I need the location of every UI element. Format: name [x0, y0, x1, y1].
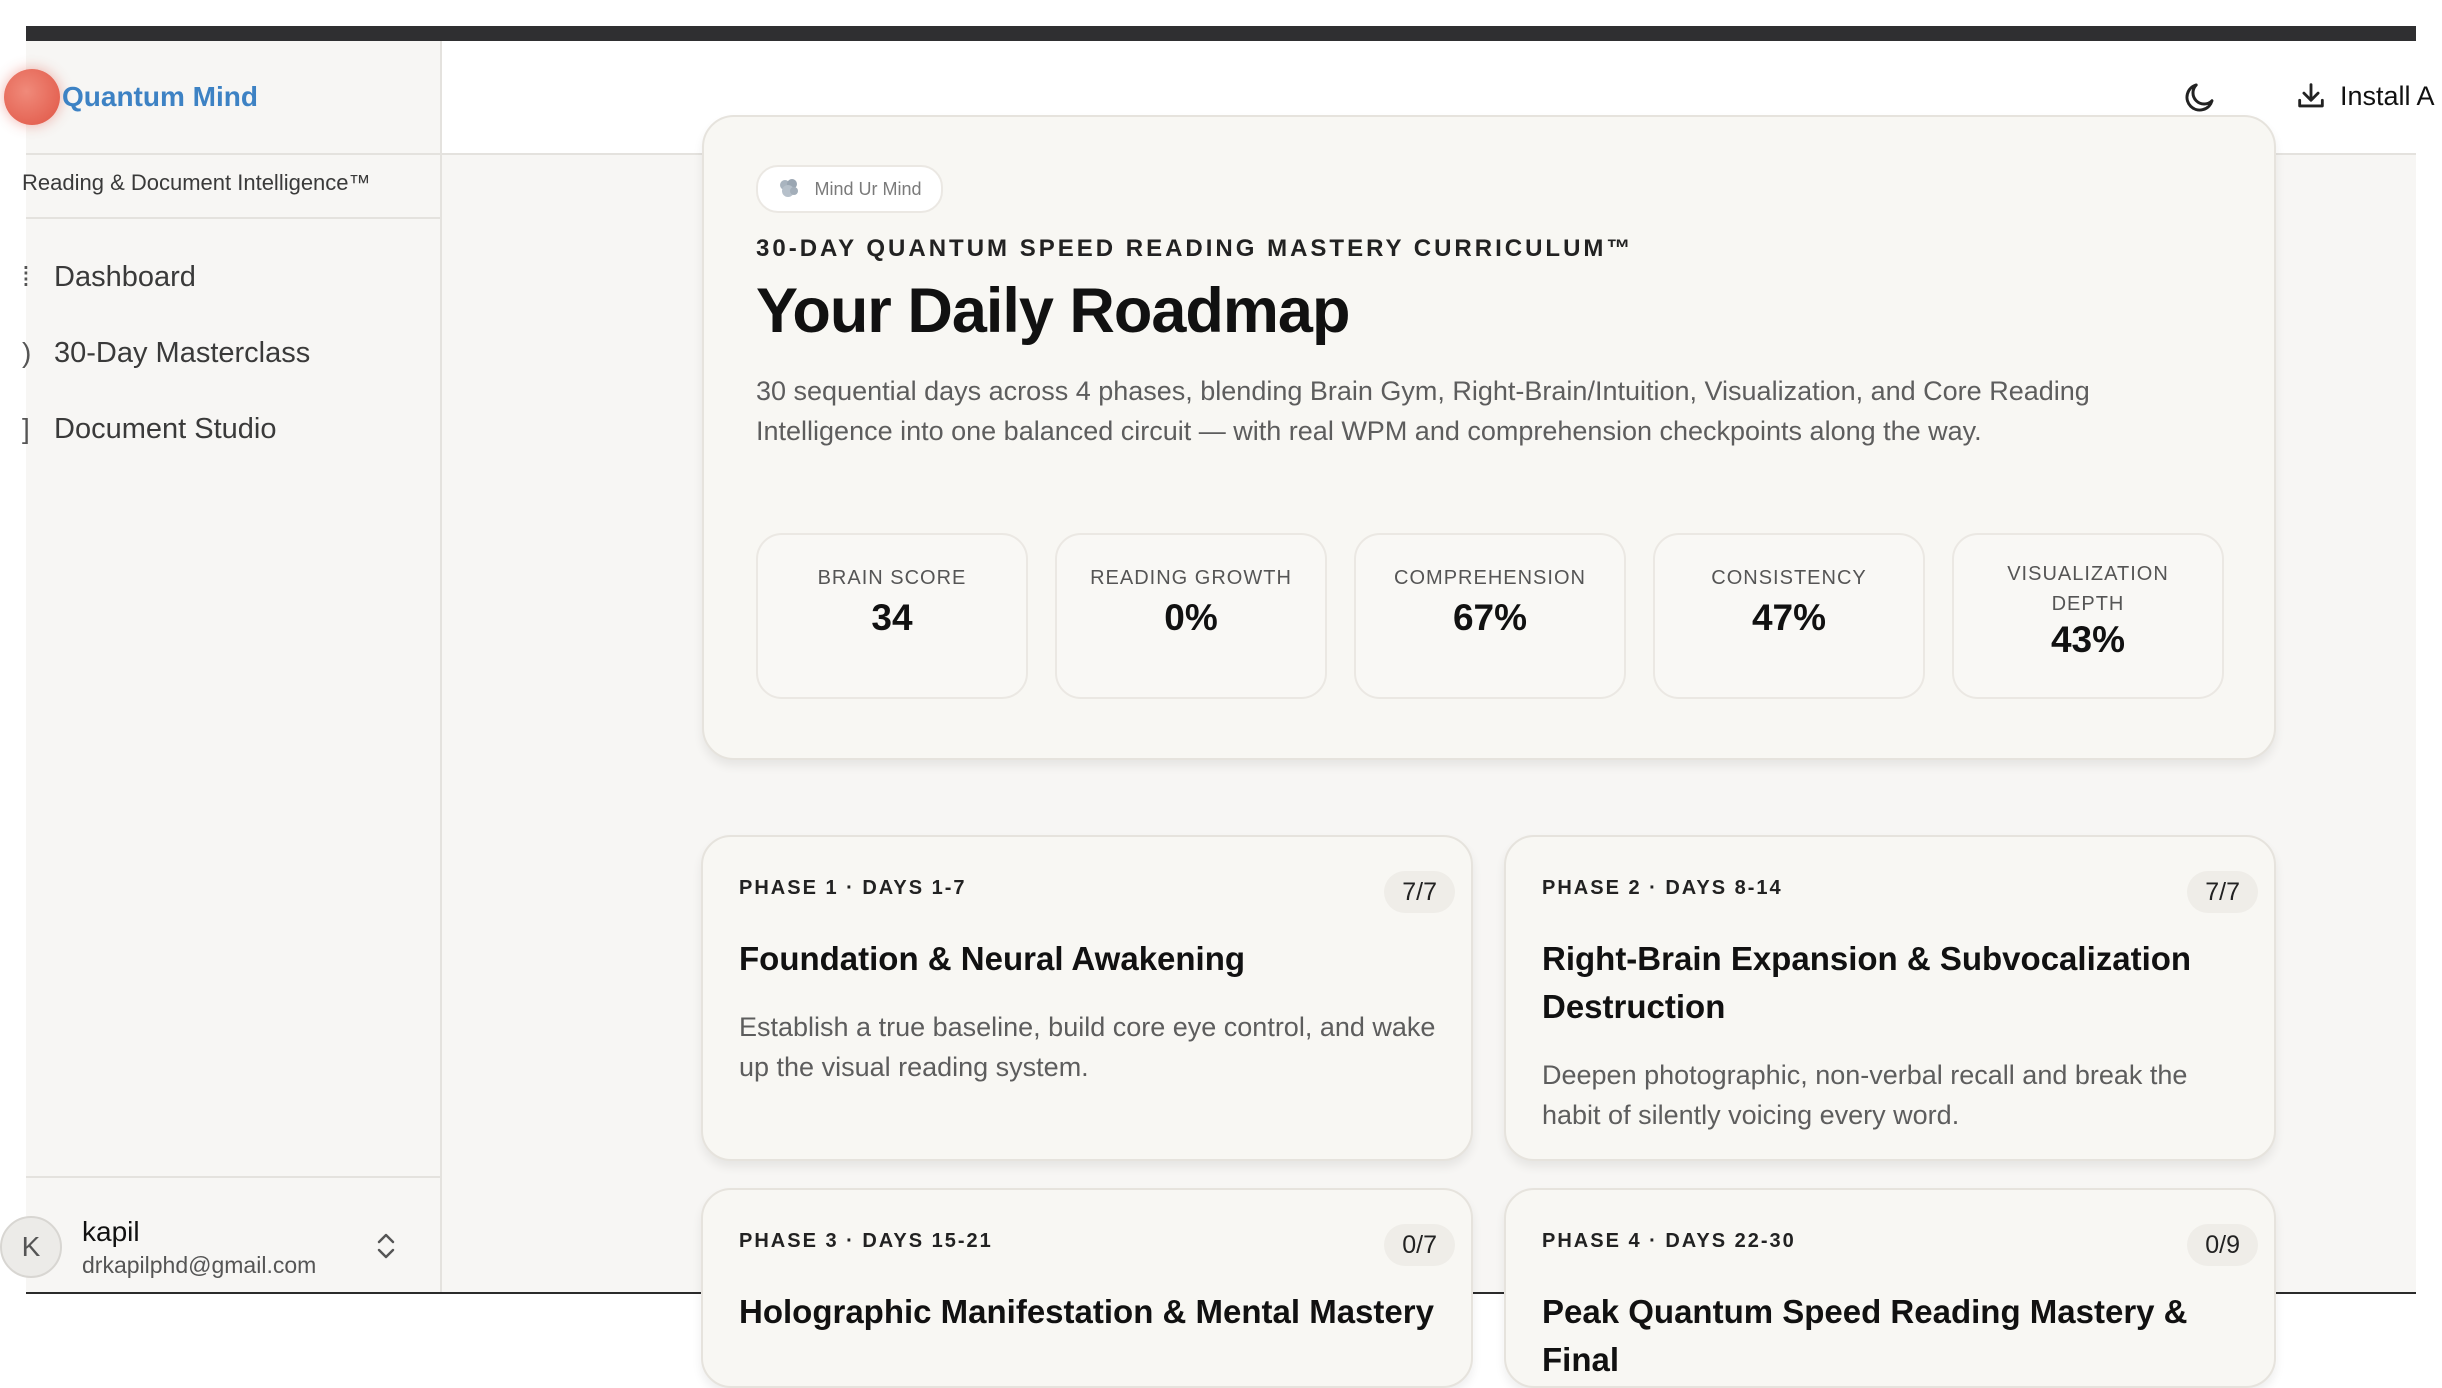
phase-tag: PHASE 3 · DAYS 15-21: [739, 1230, 993, 1252]
phase-card-1[interactable]: [701, 835, 1473, 1161]
stat-value: 34: [871, 597, 913, 638]
sidebar-item-masterclass[interactable]: [22, 317, 440, 393]
stat-reading-growth: [1055, 533, 1327, 699]
brand-chip: [756, 165, 943, 213]
stat-value: 47%: [1751, 597, 1827, 638]
phase-title: Holographic Manifestation & Mental Mastery: [739, 1293, 1434, 1330]
sidebar-item-dashboard[interactable]: [22, 241, 440, 317]
phase-description: Deepen photographic, non-verbal recall and break the habit of silently voicing every word.: [1542, 1060, 2188, 1130]
stat-brain-score: [756, 533, 1028, 699]
sidebar-item-label: 30-Day Masterclass: [54, 337, 311, 369]
brand-logo-icon: [4, 69, 60, 125]
circle-icon: ): [22, 337, 32, 368]
chevron-up-down-icon: [374, 1230, 398, 1262]
user-menu[interactable]: [21, 1176, 440, 1294]
app-window: [21, 26, 2435, 1378]
curriculum-eyebrow: 30-DAY QUANTUM SPEED READING MASTERY CURRICULUM™: [756, 235, 1634, 262]
phase-title: Right-Brain Expansion & Subvocalization Destruction: [1542, 940, 2192, 1025]
page-description: 30 sequential days across 4 phases, blending Brain Gym, Right-Brain/Intuition, Visualization, and Core Reading Intelligence into one balanced circuit — with real WPM and comprehension checkpoints along the way.: [756, 376, 2090, 446]
stats-row: [756, 533, 2224, 699]
stat-label: VISUALIZATION DEPTH: [2007, 563, 2169, 615]
tagline: Reading & Document Intelligence™: [22, 170, 371, 195]
stat-visualization-depth: [1952, 533, 2224, 699]
stat-value: 67%: [1452, 597, 1528, 638]
stat-comprehension: [1354, 533, 1626, 699]
phase-tag: PHASE 2 · DAYS 8-14: [1542, 877, 1783, 899]
sidebar: [21, 41, 442, 1292]
sidebar-nav: [22, 241, 440, 469]
download-icon: [2294, 79, 2328, 113]
phase-card-3[interactable]: [701, 1188, 1473, 1388]
user-email: drkapilphd@gmail.com: [82, 1252, 317, 1278]
phase-title: Foundation & Neural Awakening: [739, 940, 1246, 977]
brain-icon: [776, 175, 802, 201]
stat-label: READING GROWTH: [1090, 567, 1292, 589]
grid-icon: ⁞: [22, 261, 30, 292]
phase-card-4[interactable]: [1504, 1188, 2276, 1388]
window-top-bar: [26, 26, 2416, 41]
roadmap-hero-card: [702, 115, 2276, 760]
avatar: K: [0, 1216, 62, 1278]
tagline-row: [22, 153, 440, 219]
sidebar-item-label: Document Studio: [54, 413, 277, 445]
phase-progress-badge: 7/7: [1384, 871, 1455, 913]
chip-label: Mind Ur Mind: [814, 179, 922, 199]
stat-value: 43%: [2050, 619, 2126, 660]
phase-progress-badge: 0/9: [2187, 1224, 2258, 1266]
document-icon: ]: [22, 413, 30, 444]
phase-progress-badge: 7/7: [2187, 871, 2258, 913]
stat-label: BRAIN SCORE: [817, 567, 967, 589]
sidebar-item-document-studio[interactable]: [22, 393, 440, 469]
user-name: kapil: [82, 1216, 140, 1247]
phase-tag: PHASE 1 · DAYS 1-7: [739, 877, 967, 899]
stat-consistency: [1653, 533, 1925, 699]
stat-label: COMPREHENSION: [1394, 567, 1586, 589]
phase-title: Peak Quantum Speed Reading Mastery & Final: [1542, 1293, 2188, 1378]
phase-card-2[interactable]: [1504, 835, 2276, 1161]
stat-label: CONSISTENCY: [1711, 567, 1867, 589]
phase-progress-badge: 0/7: [1384, 1224, 1455, 1266]
brand-name: Quantum Mind: [62, 81, 258, 112]
sidebar-item-label: Dashboard: [54, 261, 196, 293]
brand[interactable]: [26, 41, 440, 155]
stat-value: 0%: [1164, 597, 1218, 638]
install-label: Install A: [2340, 81, 2435, 111]
phase-tag: PHASE 4 · DAYS 22-30: [1542, 1230, 1796, 1252]
page-title: Your Daily Roadmap: [756, 276, 1350, 346]
moon-icon[interactable]: [2182, 79, 2218, 115]
phase-description: Establish a true baseline, build core eye control, and wake up the visual reading system.: [739, 1012, 1436, 1082]
main-content: [442, 155, 2416, 1378]
